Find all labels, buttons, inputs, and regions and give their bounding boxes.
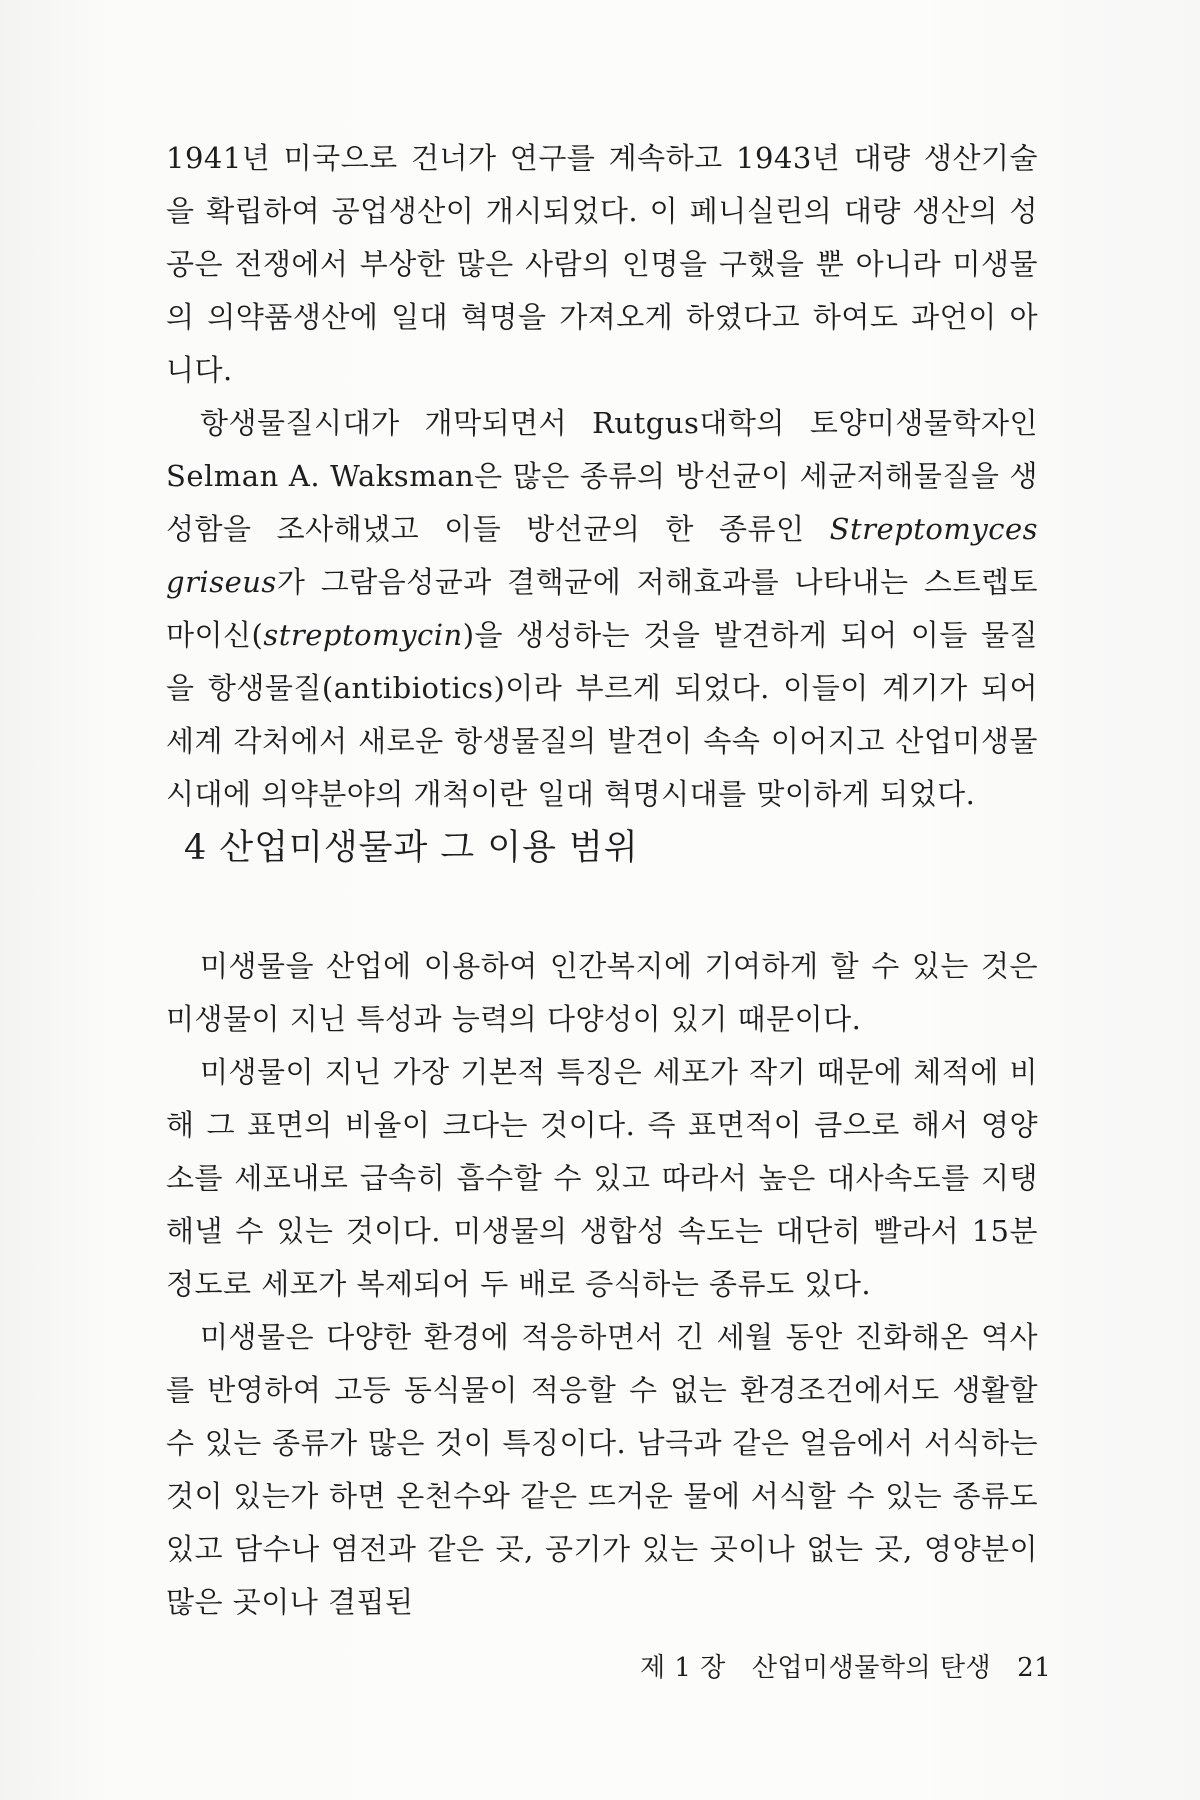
- paragraph-text: )을 생성하는 것을 발견하게 되어 이들 물질을 항생물질(antibiotics)이라 부르게 되었다. 이들이 계기가 되어 세계 각처에서 새로운 항생물질의 발견이 속속 이어지고 산업미생물시대에 의약분야의 개척이란 일대 혁명시대를 맞이하게 되었다.: [166, 618, 1038, 811]
- section-3-text: [166, 132, 1038, 821]
- compound-name: streptomycin: [263, 618, 463, 652]
- species-name: Streptomyces griseus: [166, 512, 1038, 599]
- section-4-text: [166, 940, 1038, 1629]
- paragraph-antibiotics-era: [166, 397, 1038, 821]
- running-footer: [640, 1650, 1051, 1686]
- paragraph: 미생물은 다양한 환경에 적응하면서 긴 세월 동안 진화해온 역사를 반영하여 고등 동식물이 적응할 수 없는 환경조건에서도 생활할 수 있는 종류가 많은 것이 특징이다. 남극과 같은 얼음에서 서식하는 것이 있는가 하면 온천수와 같은 뜨거운 물에 서식할 수 있는 종류도 있고 담수나 염전과 같은 곳, 공기가 있는 곳이나 없는 곳, 영양분이 많은 곳이나 결핍된: [166, 1320, 1038, 1619]
- page-number: 21: [1017, 1653, 1052, 1683]
- section-heading: 4 산업미생물과 그 이용 범위: [184, 828, 639, 868]
- paragraph-penicillin-continued: 1941년 미국으로 건너가 연구를 계속하고 1943년 대량 생산기술을 확립하여 공업생산이 개시되었다. 이 페니실린의 대량 생산의 성공은 전쟁에서 부상한 많은 사람의 인명을 구했을 뿐 아니라 미생물의 의약품생산에 일대 혁명을 가져오게 하였다고 하여도 과언이 아니다.: [166, 141, 1038, 387]
- chapter-number: 제 1 장: [640, 1653, 726, 1683]
- paragraph-text: 가 그람음성균과 결핵균에 저해효과를 나타내는 스트렙토마이신(: [166, 565, 1038, 652]
- paragraph: 미생물이 지닌 가장 기본적 특징은 세포가 작기 때문에 체적에 비해 그 표면의 비율이 크다는 것이다. 즉 표면적이 큼으로 해서 영양소를 세포내로 급속히 흡수할 수 있고 따라서 높은 대사속도를 지탱해낼 수 있는 것이다. 미생물의 생합성 속도는 대단히 빨라서 15분 정도로 세포가 복제되어 두 배로 증식하는 종류도 있다.: [166, 1055, 1038, 1301]
- chapter-title: 산업미생물학의 탄생: [751, 1653, 992, 1683]
- paragraph: 미생물을 산업에 이용하여 인간복지에 기여하게 할 수 있는 것은 미생물이 지닌 특성과 능력의 다양성이 있기 때문이다.: [166, 949, 1038, 1036]
- paragraph-text: 항생물질시대가 개막되면서 Rutgus대학의 토양미생물학자인 Selman A. Waksman은 많은 종류의 방선균이 세균저해물질을 생성함을 조사해냈고 이들 방선균의 한 종류인: [166, 406, 1038, 546]
